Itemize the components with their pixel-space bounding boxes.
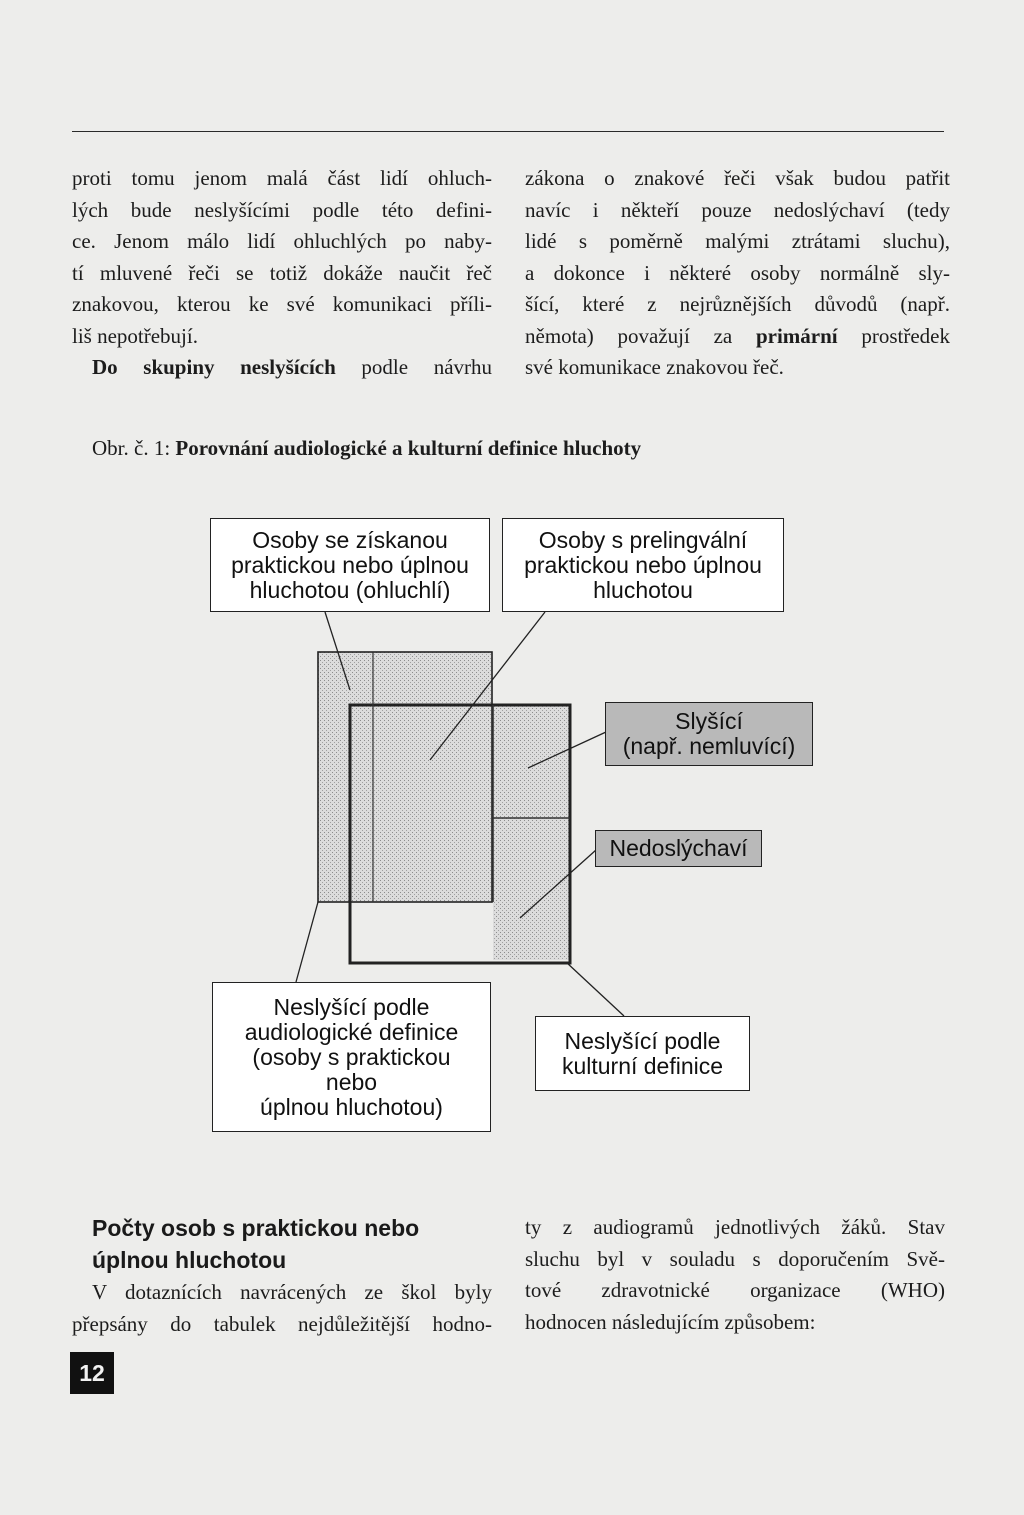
label-hearing	[605, 702, 813, 766]
text-fragment: podle návrhu	[361, 355, 493, 379]
text-line: ty z audiogramů jednotlivých žáků. Stav	[525, 1215, 945, 1239]
bottom-left-column	[72, 1277, 492, 1340]
text-line: liš nepotřebují.	[72, 323, 198, 348]
bold-term: Do skupiny neslyšících	[92, 355, 336, 379]
top-right-column	[525, 163, 950, 384]
label-line: praktickou nebo úplnou	[524, 551, 762, 578]
label-line: nebo	[325, 1068, 378, 1095]
label-line: Osoby s prelingvální	[538, 526, 748, 553]
label-line: Nedoslýchaví	[609, 835, 748, 861]
label-line: Neslyšící podle	[564, 1027, 721, 1054]
cultural-region	[493, 705, 570, 960]
text-line: šící, které z nejrůznějších důvodů (např.	[525, 292, 950, 316]
top-rule	[72, 131, 944, 132]
label-line: (např. nemluvící)	[622, 733, 796, 759]
text-fragment: němota) považují za	[525, 323, 733, 348]
label-acquired-deafness	[210, 518, 490, 612]
text-line: ce. Jenom málo lidí ohluchlých po naby-	[72, 229, 492, 253]
text-line: tové zdravotnické organizace (WHO)	[525, 1278, 945, 1302]
label-hard-of-hearing	[595, 830, 762, 867]
leader-cultural	[566, 962, 624, 1016]
text-line: proti tomu jenom malá část lidí ohluch-	[72, 166, 492, 190]
page-number: 12	[70, 1352, 114, 1394]
heading-line: úplnou hluchotou	[92, 1247, 287, 1273]
text-line: a dokonce i některé osoby normálně sly-	[525, 260, 950, 285]
text-line: tí mluvené řeči se totiž dokáže naučit řeč	[72, 260, 492, 285]
caption-prefix: Obr. č. 1:	[92, 436, 171, 460]
leader-prelingual	[430, 612, 545, 760]
text-line: znakovou, kterou ke své komunikaci příli-	[72, 292, 492, 316]
text-fragment: prostředek	[861, 323, 950, 348]
text-line	[72, 352, 492, 384]
text-line: zákona o znakové řeči však budou patřit	[525, 166, 950, 190]
label-line: hluchotou	[593, 576, 693, 603]
label-cultural-definition	[535, 1016, 750, 1091]
label-line: úplnou hluchotou)	[260, 1093, 443, 1120]
text-line: sluchu byl v souladu s doporučením Svě-	[525, 1246, 945, 1271]
label-line: audiologické definice	[244, 1018, 459, 1045]
top-left-column	[72, 163, 492, 384]
bold-term: primární	[755, 323, 838, 348]
leader-hard-of-hearing	[520, 850, 596, 918]
label-prelingual-deafness	[502, 518, 784, 612]
label-line: praktickou nebo úplnou	[231, 551, 469, 578]
label-line: kulturní definice	[561, 1052, 724, 1079]
leader-acquired	[325, 612, 350, 690]
heading-line: Počty osob s praktickou nebo	[92, 1215, 420, 1241]
label-line: hluchotou (ohluchlí)	[249, 576, 451, 603]
leader-audiological	[296, 902, 318, 982]
bottom-right-column	[525, 1212, 945, 1338]
label-audiological-definition	[212, 982, 491, 1132]
audiological-frame	[350, 705, 570, 963]
label-line: Neslyšící podle	[273, 993, 430, 1020]
text-line: hodnocen následujícím způsobem:	[525, 1309, 816, 1334]
section-heading	[92, 1212, 512, 1276]
text-line: V dotaznících navrácených ze škol byly	[92, 1280, 492, 1304]
text-line	[525, 321, 950, 353]
label-line: (osoby s praktickou	[252, 1043, 451, 1070]
leader-hearing	[528, 732, 606, 768]
figure-caption	[92, 436, 641, 461]
text-line: přepsány do tabulek nejdůležitější hodno-	[72, 1311, 492, 1336]
text-line: lých bude neslyšícími podle této defini-	[72, 197, 492, 222]
text-line: své komunikace znakovou řeč.	[525, 355, 784, 379]
acquired-region	[318, 652, 492, 902]
label-line: Osoby se získanou	[252, 526, 448, 553]
cultural-region-top	[380, 705, 570, 820]
caption-title: Porovnání audiologické a kulturní definice hluchoty	[175, 436, 642, 460]
label-line: Slyšící	[675, 708, 743, 734]
text-line: navíc i někteří pouze nedoslýchaví (tedy	[525, 197, 950, 222]
text-line: lidé s poměrně malými ztrátami sluchu),	[525, 229, 950, 253]
